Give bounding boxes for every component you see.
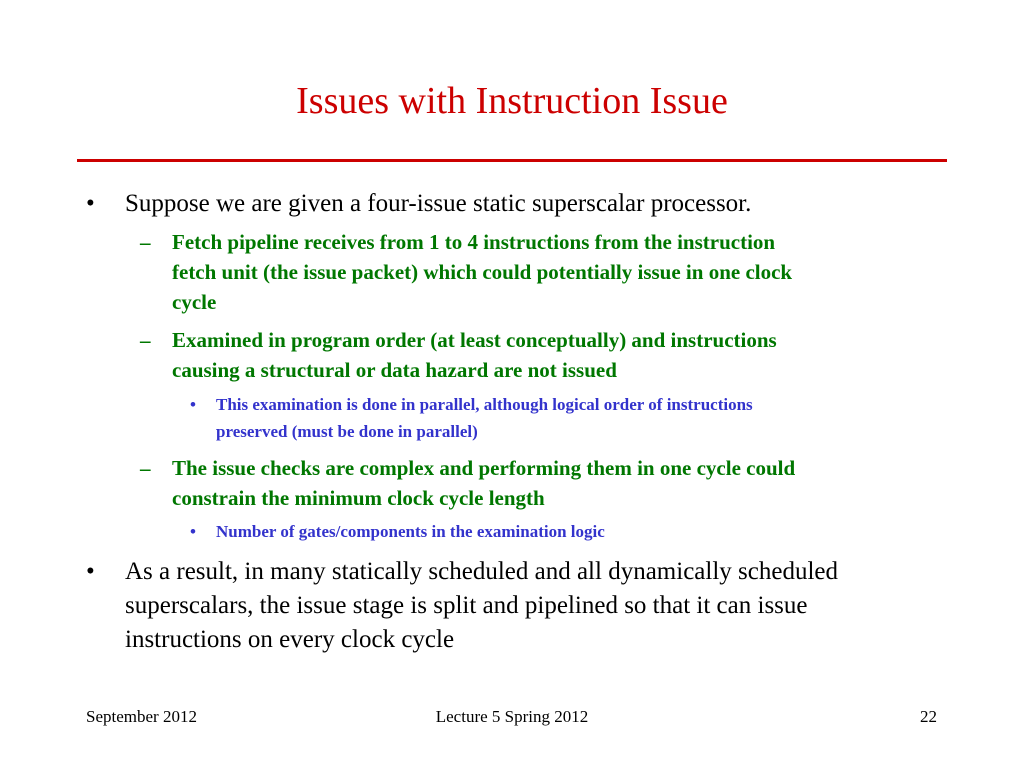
bullet-text-line: instructions on every clock cycle — [125, 626, 455, 653]
bullet-text-line: Suppose we are given a four-issue static superscalar processor. — [125, 190, 752, 217]
bullet-marker: • — [86, 190, 95, 217]
bullet-text-line: The issue checks are complex and performing them in one cycle could — [172, 456, 796, 480]
footer-course: Lecture 5 Spring 2012 — [435, 707, 589, 726]
footer-date: September 2012 — [86, 707, 197, 726]
bullet-marker: • — [86, 558, 95, 585]
bullet-marker: • — [190, 395, 196, 414]
bullet-text-line: preserved (must be done in parallel) — [216, 422, 478, 441]
title-divider — [77, 159, 947, 162]
footer-page-number: 22 — [920, 707, 937, 726]
bullet-text-line: Examined in program order (at least conceptually) and instructions — [172, 328, 777, 352]
bullet-text-line: superscalars, the issue stage is split and pipelined so that it can issue — [125, 592, 808, 619]
dash-marker: – — [140, 328, 151, 352]
bullet-text-line: cycle — [172, 290, 217, 314]
bullet-text-line: fetch unit (the issue packet) which could potentially issue in one clock — [172, 260, 793, 284]
bullet-text-line: causing a structural or data hazard are not issued — [172, 358, 617, 382]
bullet-text-line: constrain the minimum clock cycle length — [172, 486, 545, 510]
dash-marker: – — [140, 456, 151, 480]
dash-marker: – — [140, 230, 151, 254]
slide-title: Issues with Instruction Issue — [296, 80, 728, 122]
bullet-text-line: As a result, in many statically scheduled and all dynamically scheduled — [125, 558, 838, 585]
bullet-text-line: Fetch pipeline receives from 1 to 4 instructions from the instruction — [172, 230, 776, 254]
bullet-marker: • — [190, 522, 196, 541]
bullet-text-line: Number of gates/components in the examination logic — [216, 522, 605, 541]
bullet-text-line: This examination is done in parallel, although logical order of instructions — [216, 395, 753, 414]
